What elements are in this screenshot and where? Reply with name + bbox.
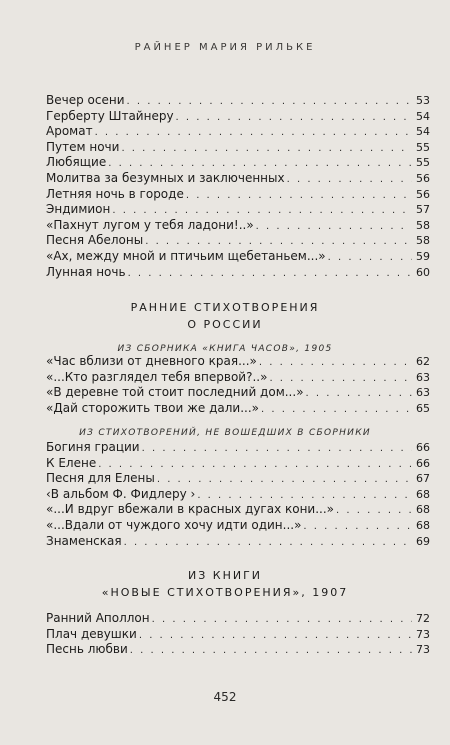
toc-entry[interactable] [46, 502, 430, 518]
entry-title: Ранний Аполлон [46, 611, 150, 625]
entry-title: Вечер осени [46, 93, 125, 107]
entry-title: «Пахнут лугом у тебя ладони!..» [46, 217, 254, 232]
entry-page: 67 [416, 472, 430, 486]
toc-entry[interactable] [46, 218, 430, 234]
toc-entry[interactable] [46, 401, 430, 417]
toc-entry[interactable] [46, 487, 430, 503]
entry-title: «В деревне той стоит последний дом...» [46, 385, 304, 400]
entry-title: Песня Абелоны [46, 233, 144, 248]
section-title-line: «НОВЫЕ СТИХОТВОРЕНИЯ», 1907 [101, 586, 349, 599]
entry-title: «...Кто разглядел тебя впервой?..» [46, 369, 268, 384]
entry-page: 60 [416, 265, 430, 279]
running-head: РАЙНЕР МАРИЯ РИЛЬКЕ [134, 42, 316, 53]
section-title-line: ИЗ КНИГИ [187, 569, 263, 582]
entry-page: 63 [416, 370, 430, 384]
entry-title: Аромат [46, 124, 93, 139]
entry-title: Путем ночи [46, 139, 120, 154]
entry-title: «Час вблизи от дневного края...» [46, 354, 257, 368]
toc-entry[interactable] [46, 611, 430, 627]
toc-entry[interactable] [46, 627, 430, 643]
entry-page: 59 [416, 249, 430, 263]
entry-title: Плач девушки [46, 626, 137, 641]
entry-page: 73 [416, 627, 430, 641]
entry-page: 56 [416, 187, 430, 201]
toc-group-4 [46, 611, 430, 658]
entry-title: ‹В альбом Ф. Фидлеру › [46, 486, 196, 501]
entry-page: 68 [416, 487, 430, 501]
entry-title: Молитва за безумных и заключенных [46, 170, 285, 185]
toc-entry[interactable] [46, 354, 430, 370]
entry-title: «Ах, между мной и птичьим щебетаньем...» [46, 248, 326, 263]
entry-title: Богиня грации [46, 440, 140, 454]
toc-entry[interactable] [46, 171, 430, 187]
entry-title: Лунная ночь [46, 264, 126, 279]
toc-entry[interactable] [46, 202, 430, 218]
toc-entry[interactable] [46, 518, 430, 534]
toc-entry[interactable] [46, 109, 430, 125]
entry-page: 54 [416, 125, 430, 139]
toc-entry[interactable] [46, 642, 430, 658]
entry-page: 57 [416, 203, 430, 217]
toc-entry[interactable] [46, 155, 430, 171]
toc-entry[interactable] [46, 124, 430, 140]
toc-entry[interactable] [46, 265, 430, 281]
entry-page: 53 [416, 94, 430, 107]
entry-title: Любящие [46, 155, 107, 170]
toc-entry[interactable] [46, 534, 430, 550]
toc-group-1 [46, 93, 430, 280]
entry-page: 58 [416, 234, 430, 248]
entry-page: 69 [416, 534, 430, 548]
entry-title: Эндимион [46, 202, 111, 217]
toc-entry[interactable] [46, 249, 430, 265]
subsection-book-of-hours: ИЗ СБОРНИКА «КНИГА ЧАСОВ», 1905 [117, 344, 333, 354]
toc-group-2 [46, 354, 430, 416]
toc-entry[interactable] [46, 370, 430, 386]
entry-title: Летняя ночь в городе [46, 186, 184, 201]
entry-title: «...Вдали от чуждого хочу идти один...» [46, 517, 302, 532]
entry-title: Герберту Штайнеру [46, 108, 174, 123]
entry-page: 68 [416, 518, 430, 532]
entry-page: 62 [416, 355, 430, 368]
toc-entry[interactable] [46, 440, 430, 456]
toc-entry[interactable] [46, 93, 430, 109]
toc-group-3 [46, 440, 430, 549]
toc-entry[interactable] [46, 385, 430, 401]
toc-entry[interactable] [46, 456, 430, 472]
entry-title: «...И вдруг вбежали в красных дугах кони...» [46, 502, 335, 517]
entry-page: 56 [416, 171, 430, 185]
section-title-line: РАННИЕ СТИХОТВОРЕНИЯ [130, 301, 320, 314]
entry-title: «Дай сторожить твои же дали...» [46, 400, 259, 415]
entry-page: 65 [416, 401, 430, 415]
entry-page: 58 [416, 218, 430, 232]
page-number: 452 [213, 690, 237, 704]
entry-page: 63 [416, 386, 430, 400]
entry-page: 55 [416, 140, 430, 154]
entry-page: 66 [416, 456, 430, 470]
entry-title: Знаменская [46, 533, 122, 548]
toc-entry[interactable] [46, 233, 430, 249]
entry-title: Песня для Елены [46, 471, 155, 486]
entry-title: Песнь любви [46, 642, 128, 657]
entry-page: 73 [416, 643, 430, 657]
section-title-line: О РОССИИ [187, 318, 263, 331]
toc-entry[interactable] [46, 187, 430, 203]
section-title-new-poems [0, 567, 450, 601]
section-title-early-poems [0, 299, 450, 333]
entry-title: К Елене [46, 455, 97, 470]
entry-page: 68 [416, 503, 430, 517]
entry-page: 72 [416, 612, 430, 625]
entry-page: 55 [416, 156, 430, 170]
toc-entry[interactable] [46, 471, 430, 487]
entry-page: 66 [416, 441, 430, 454]
entry-page: 54 [416, 109, 430, 123]
toc-entry[interactable] [46, 140, 430, 156]
subsection-uncollected-poems: ИЗ СТИХОТВОРЕНИЙ, НЕ ВОШЕДШИХ В СБОРНИКИ [79, 428, 371, 438]
